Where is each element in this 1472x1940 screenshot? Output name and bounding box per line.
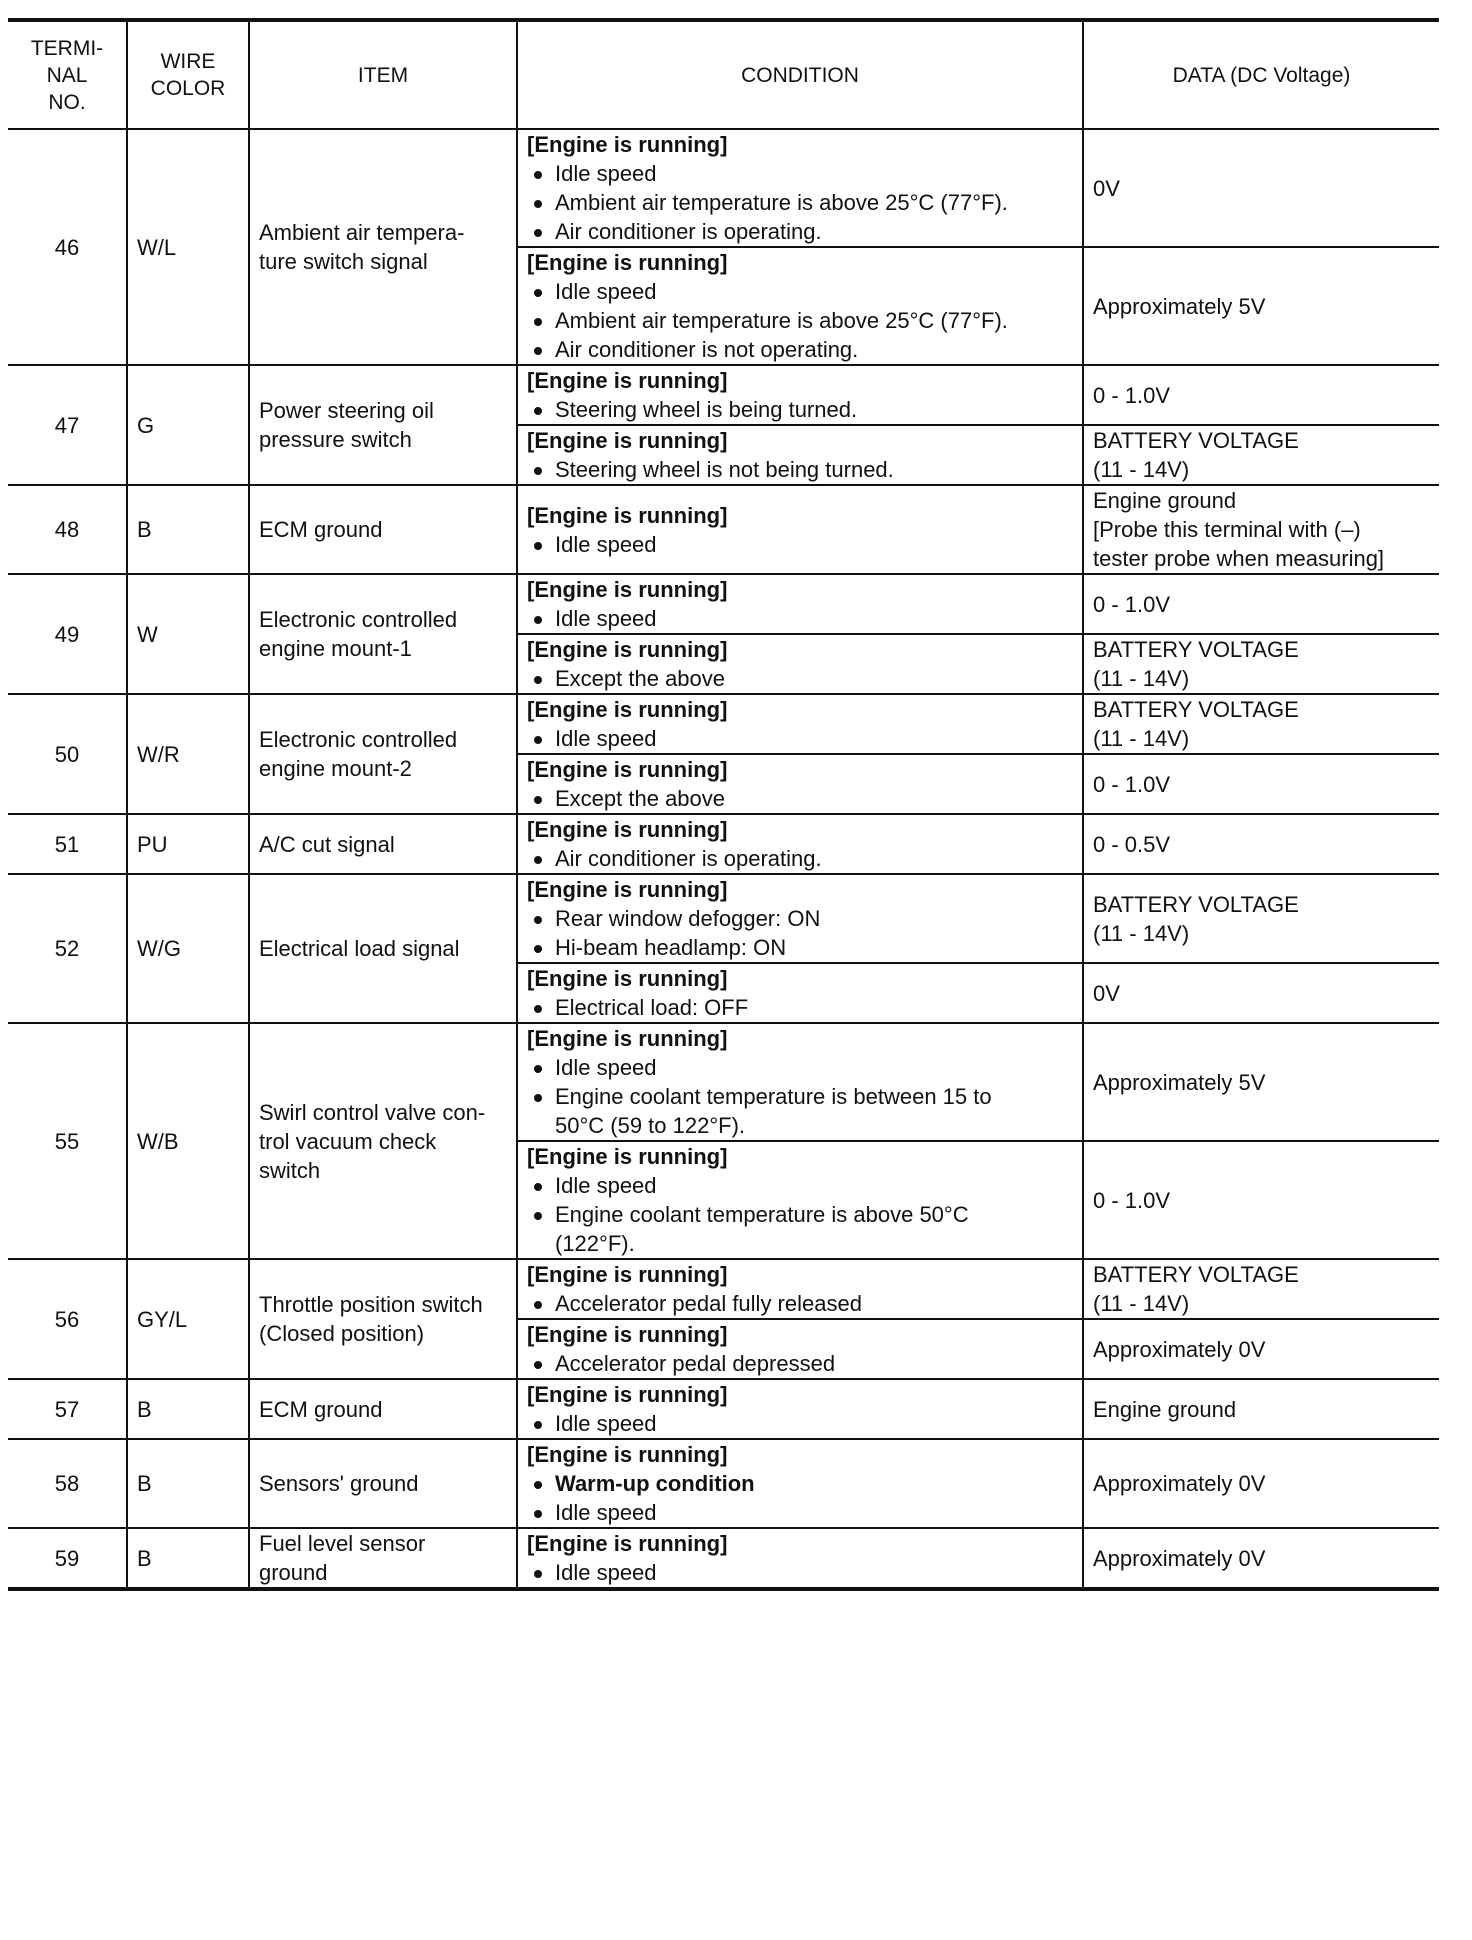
condition-list: [527, 1469, 1073, 1527]
terminal-no: 49: [54, 621, 80, 647]
data-value: Approximately 5V: [1093, 1069, 1266, 1095]
condition-title: [Engine is running]: [527, 132, 728, 157]
condition-cell: [517, 1259, 1083, 1319]
terminal-no: 50: [54, 741, 80, 767]
item-cell: [249, 1379, 517, 1439]
condition-item: Idle speed: [527, 1498, 1073, 1527]
wire-color: B: [137, 1396, 152, 1422]
header-terminal-no-label: TERMI- NAL NO.: [30, 36, 104, 114]
data-cell: [1083, 634, 1439, 694]
condition-title: [Engine is running]: [527, 817, 728, 842]
header-data: [1083, 20, 1439, 129]
wire-color-cell: [127, 365, 249, 485]
item-cell: [249, 574, 517, 694]
item-name: Throttle position switch (Closed position): [259, 1292, 483, 1346]
item-name: A/C cut signal: [259, 831, 395, 857]
data-cell: [1083, 574, 1439, 634]
condition-item: Idle speed: [527, 277, 1073, 306]
condition-title: [Engine is running]: [527, 757, 728, 782]
table-row: [8, 694, 1439, 754]
data-cell: [1083, 365, 1439, 425]
wire-color: GY/L: [137, 1306, 188, 1332]
condition-item: Idle speed: [527, 604, 1073, 633]
terminal-table: [8, 18, 1439, 1591]
item-cell: [249, 129, 517, 365]
wire-color-cell: [127, 874, 249, 1023]
condition-cell: [517, 425, 1083, 485]
terminal-no-cell: [8, 574, 127, 694]
data-value: BATTERY VOLTAGE (11 - 14V): [1093, 891, 1299, 946]
condition-cell: [517, 1528, 1083, 1589]
table-row: [8, 1259, 1439, 1319]
wire-color-cell: [127, 694, 249, 814]
condition-list: [527, 664, 1073, 693]
condition-title: [Engine is running]: [527, 1442, 728, 1467]
table-row: [8, 574, 1439, 634]
condition-list: [527, 724, 1073, 753]
condition-list: [527, 1558, 1073, 1587]
condition-list: [527, 1349, 1073, 1378]
condition-title: [Engine is running]: [527, 697, 728, 722]
item-cell: [249, 485, 517, 574]
condition-title: [Engine is running]: [527, 1531, 728, 1556]
condition-title: [Engine is running]: [527, 877, 728, 902]
wire-color-cell: [127, 1439, 249, 1528]
item-name: Fuel level sensor ground: [259, 1531, 426, 1585]
data-cell: [1083, 814, 1439, 874]
condition-title: [Engine is running]: [527, 502, 728, 528]
data-value: BATTERY VOLTAGE (11 - 14V): [1093, 1262, 1299, 1316]
wire-color: W/B: [137, 1128, 179, 1154]
condition-cell: [517, 247, 1083, 365]
item-cell: [249, 1439, 517, 1528]
condition-item: Steering wheel is not being turned.: [527, 455, 1073, 484]
item-name: Electronic controlled engine mount-1: [259, 607, 458, 661]
condition-item: Rear window defogger: ON: [527, 904, 1073, 933]
terminal-no: 52: [54, 936, 80, 961]
condition-item: Air conditioner is not operating.: [527, 335, 1073, 364]
data-cell: [1083, 129, 1439, 247]
condition-cell: [517, 634, 1083, 694]
condition-title: [Engine is running]: [527, 428, 728, 453]
condition-item: Engine coolant temperature is between 15 to 50°C (59 to 122°F).: [527, 1082, 1073, 1140]
terminal-no-cell: [8, 1528, 127, 1589]
condition-list: [527, 1289, 1073, 1318]
terminal-no: 56: [54, 1306, 80, 1332]
data-value: 0 - 1.0V: [1093, 1187, 1171, 1213]
condition-cell: [517, 574, 1083, 634]
item-cell: [249, 814, 517, 874]
condition-list: [527, 1409, 1073, 1438]
header-terminal-no: [8, 20, 127, 129]
terminal-data-sheet: [8, 18, 1439, 1591]
condition-cell: [517, 1141, 1083, 1259]
condition-cell: [517, 963, 1083, 1023]
data-cell: [1083, 754, 1439, 814]
condition-cell: [517, 874, 1083, 963]
item-cell: [249, 1023, 517, 1259]
wire-color: B: [137, 1471, 152, 1496]
header-item-label: ITEM: [357, 63, 409, 87]
condition-title: [Engine is running]: [527, 1382, 728, 1407]
condition-title: [Engine is running]: [527, 577, 728, 602]
condition-item: Air conditioner is operating.: [527, 844, 1073, 873]
condition-list: [527, 844, 1073, 873]
header-item: [249, 20, 517, 129]
terminal-no: 46: [54, 234, 80, 260]
data-value: Approximately 5V: [1093, 293, 1266, 319]
wire-color: W: [137, 621, 158, 647]
terminal-no-cell: [8, 814, 127, 874]
wire-color-cell: [127, 485, 249, 574]
condition-item: Electrical load: OFF: [527, 993, 1073, 1022]
condition-item: Warm-up condition: [527, 1469, 1073, 1498]
condition-title: [Engine is running]: [527, 368, 728, 393]
condition-item: Except the above: [527, 664, 1073, 693]
terminal-no-cell: [8, 1023, 127, 1259]
condition-list: [527, 993, 1073, 1022]
item-cell: [249, 365, 517, 485]
condition-list: [527, 784, 1073, 813]
terminal-no-cell: [8, 1439, 127, 1528]
terminal-no-cell: [8, 874, 127, 1023]
header-wire-color-label: WIRE COLOR: [150, 50, 226, 100]
condition-item: Idle speed: [527, 159, 1073, 188]
condition-list: [527, 455, 1073, 484]
condition-cell: [517, 365, 1083, 425]
condition-item: Accelerator pedal fully released: [527, 1289, 1073, 1318]
condition-list: [527, 604, 1073, 633]
table-row: [8, 814, 1439, 874]
wire-color: W/R: [137, 741, 180, 767]
condition-list: [527, 277, 1073, 364]
terminal-no-cell: [8, 1259, 127, 1379]
data-cell: [1083, 1528, 1439, 1589]
condition-item: Idle speed: [527, 1558, 1073, 1587]
item-cell: [249, 1259, 517, 1379]
header-condition: [517, 20, 1083, 129]
condition-item: Idle speed: [527, 1171, 1073, 1200]
terminal-no: 55: [54, 1128, 80, 1154]
wire-color-cell: [127, 129, 249, 365]
data-cell: [1083, 694, 1439, 754]
table-row: [8, 874, 1439, 963]
condition-item: Accelerator pedal depressed: [527, 1349, 1073, 1378]
data-value: Engine ground [Probe this terminal with (–) tester probe when measuring]: [1093, 488, 1385, 571]
condition-item: Idle speed: [527, 1409, 1073, 1438]
data-value: 0V: [1093, 980, 1120, 1006]
item-name: Electrical load signal: [259, 936, 460, 961]
wire-color-cell: [127, 1379, 249, 1439]
data-value: 0 - 1.0V: [1093, 382, 1171, 408]
data-cell: [1083, 874, 1439, 963]
data-value: BATTERY VOLTAGE (11 - 14V): [1093, 428, 1299, 482]
data-cell: [1083, 425, 1439, 485]
wire-color-cell: [127, 574, 249, 694]
condition-cell: [517, 1439, 1083, 1528]
item-name: Ambient air tempera- ture switch signal: [259, 220, 465, 274]
condition-cell: [517, 1319, 1083, 1379]
condition-cell: [517, 129, 1083, 247]
condition-cell: [517, 754, 1083, 814]
item-cell: [249, 1528, 517, 1589]
condition-cell: [517, 814, 1083, 874]
wire-color-cell: [127, 1023, 249, 1259]
table-row: [8, 1023, 1439, 1141]
table-row: [8, 1439, 1439, 1528]
terminal-no: 47: [54, 412, 80, 438]
item-name: Electronic controlled engine mount-2: [259, 727, 458, 781]
condition-title: [Engine is running]: [527, 1026, 728, 1051]
condition-item: Hi-beam headlamp: ON: [527, 933, 1073, 962]
header-wire-color: [127, 20, 249, 129]
wire-color: W/L: [137, 234, 177, 260]
condition-title: [Engine is running]: [527, 1262, 728, 1287]
table-row: [8, 1528, 1439, 1589]
condition-cell: [517, 1023, 1083, 1141]
terminal-no: 59: [54, 1545, 80, 1571]
data-value: 0 - 1.0V: [1093, 771, 1171, 797]
terminal-no: 51: [54, 831, 80, 857]
condition-list: [527, 904, 1073, 962]
wire-color-cell: [127, 1259, 249, 1379]
condition-title: [Engine is running]: [527, 1322, 728, 1347]
data-value: BATTERY VOLTAGE (11 - 14V): [1093, 697, 1299, 751]
condition-list: [527, 1171, 1073, 1258]
terminal-no: 57: [54, 1396, 80, 1422]
item-name: Power steering oil pressure switch: [259, 398, 434, 452]
header-data-label: DATA (DC Voltage): [1172, 63, 1351, 87]
data-cell: [1083, 1023, 1439, 1141]
condition-list: [527, 530, 1073, 559]
condition-title: [Engine is running]: [527, 250, 728, 275]
condition-item: Idle speed: [527, 1053, 1073, 1082]
condition-list: [527, 159, 1073, 246]
item-cell: [249, 694, 517, 814]
wire-color-cell: [127, 1528, 249, 1589]
table-row: [8, 365, 1439, 425]
wire-color: W/G: [137, 936, 181, 961]
condition-item: Steering wheel is being turned.: [527, 395, 1073, 424]
table-body: [8, 129, 1439, 1589]
condition-cell: [517, 1379, 1083, 1439]
data-value: 0V: [1093, 175, 1120, 201]
header-row: [8, 20, 1439, 129]
data-cell: [1083, 1379, 1439, 1439]
data-cell: [1083, 485, 1439, 574]
condition-item: Engine coolant temperature is above 50°C (122°F).: [527, 1200, 1073, 1258]
wire-color-cell: [127, 814, 249, 874]
wire-color: G: [137, 412, 155, 438]
condition-title: [Engine is running]: [527, 1144, 728, 1169]
terminal-no: 48: [54, 517, 80, 542]
item-name: Swirl control valve con- trol vacuum check switch: [259, 1099, 486, 1183]
condition-cell: [517, 694, 1083, 754]
condition-item: Ambient air temperature is above 25°C (77°F).: [527, 306, 1073, 335]
data-value: BATTERY VOLTAGE (11 - 14V): [1093, 637, 1299, 691]
condition-cell: [517, 485, 1083, 574]
condition-item: Ambient air temperature is above 25°C (77°F).: [527, 188, 1073, 217]
condition-title: [Engine is running]: [527, 966, 728, 991]
data-cell: [1083, 1319, 1439, 1379]
data-value: 0 - 0.5V: [1093, 831, 1171, 857]
data-value: Engine ground: [1093, 1396, 1237, 1422]
condition-item: Idle speed: [527, 530, 1073, 559]
data-cell: [1083, 247, 1439, 365]
table-row: [8, 129, 1439, 247]
terminal-no-cell: [8, 129, 127, 365]
wire-color: PU: [137, 831, 168, 857]
condition-title: [Engine is running]: [527, 637, 728, 662]
condition-item: Idle speed: [527, 724, 1073, 753]
item-cell: [249, 874, 517, 1023]
data-value: Approximately 0V: [1093, 1336, 1266, 1362]
condition-list: [527, 395, 1073, 424]
data-cell: [1083, 1259, 1439, 1319]
item-name: ECM ground: [259, 1396, 383, 1422]
condition-list: [527, 1053, 1073, 1140]
condition-item: Air conditioner is operating.: [527, 217, 1073, 246]
wire-color: B: [137, 1545, 152, 1571]
data-cell: [1083, 1439, 1439, 1528]
header-condition-label: CONDITION: [741, 63, 859, 87]
terminal-no-cell: [8, 485, 127, 574]
data-value: Approximately 0V: [1093, 1471, 1266, 1496]
terminal-no-cell: [8, 694, 127, 814]
terminal-no-cell: [8, 1379, 127, 1439]
data-value: 0 - 1.0V: [1093, 591, 1171, 617]
item-name: Sensors' ground: [259, 1471, 419, 1496]
terminal-no: 58: [54, 1471, 80, 1496]
table-row: [8, 485, 1439, 574]
table-row: [8, 1379, 1439, 1439]
terminal-no-cell: [8, 365, 127, 485]
wire-color: B: [137, 517, 152, 542]
data-cell: [1083, 1141, 1439, 1259]
data-value: Approximately 0V: [1093, 1545, 1266, 1571]
data-cell: [1083, 963, 1439, 1023]
condition-item: Except the above: [527, 784, 1073, 813]
item-name: ECM ground: [259, 517, 383, 542]
